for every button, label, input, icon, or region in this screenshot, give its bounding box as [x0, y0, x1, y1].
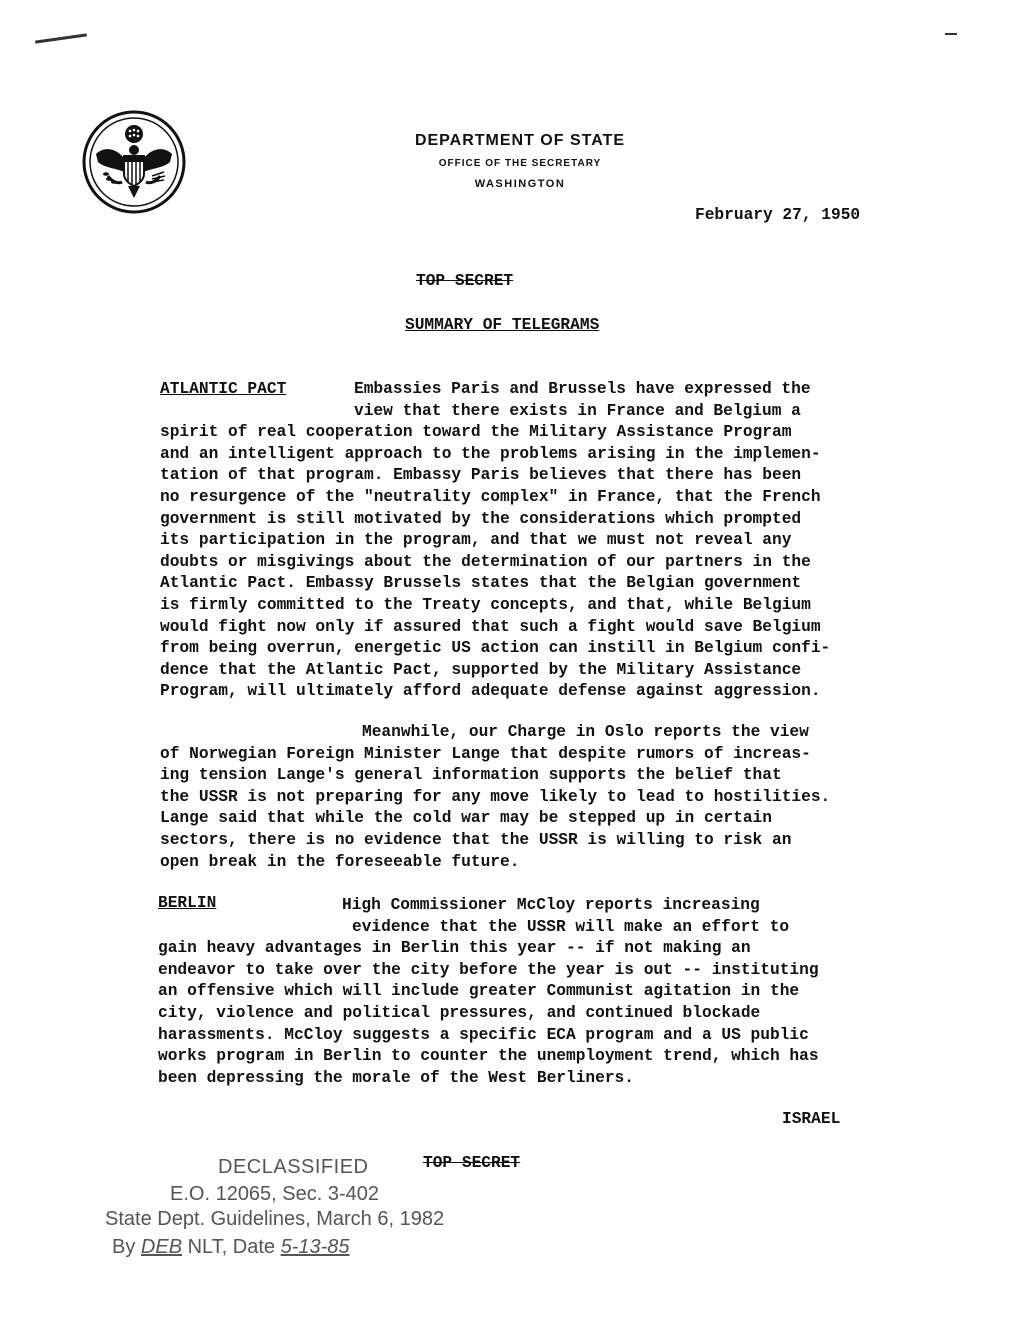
text-line: government is still motivated by the considerations which prompted — [160, 509, 802, 528]
text-line: endeavor to take over the city before the year is out -- instituting — [158, 960, 819, 979]
text-line: Lange said that while the cold war may be stepped up in certain — [160, 809, 772, 828]
text-line: High Commissioner McCloy reports increasing — [342, 896, 760, 914]
paragraph-atlantic-2 — [160, 722, 920, 873]
text-line: no resurgence of the "neutrality complex" in France, that the French — [160, 487, 821, 506]
text-line: sectors, there is no evidence that the USSR is willing to risk an — [160, 830, 792, 849]
text-line: been depressing the morale of the West Berliners. — [158, 1068, 634, 1087]
by-value: DEB — [140, 1236, 183, 1258]
letterhead — [380, 130, 660, 194]
text-line: from being overrun, energetic US action can instill in Belgium confi- — [160, 639, 831, 658]
text-line: works program in Berlin to counter the unemployment trend, which has — [158, 1047, 819, 1066]
declassified-stamp-guidelines: State Dept. Guidelines, March 6, 1982 — [105, 1208, 445, 1230]
text-line: an offensive which will include greater Communist agitation in the — [158, 982, 800, 1001]
nlt-label: NLT, Date — [187, 1236, 276, 1258]
text-line: view that there exists in France and Belgium a — [354, 401, 801, 420]
paragraph-atlantic-1 — [160, 379, 920, 703]
date-value: 5-13-85 — [280, 1236, 350, 1258]
text-line: is firmly committed to the Treaty concepts, and that, while Belgium — [160, 595, 811, 614]
section-heading-atlantic-pact: ATLANTIC PACT — [160, 380, 287, 398]
paragraph-berlin-1 — [158, 895, 918, 1089]
text-line: Atlantic Pact. Embassy Brussels states that the Belgian government — [160, 574, 802, 593]
text-line: doubts or misgivings about the determination of our partners in the — [160, 552, 811, 571]
office-name: OFFICE OF THE SECRETARY — [438, 158, 602, 169]
declassified-stamp-authority: E.O. 12065, Sec. 3-402 — [170, 1183, 380, 1205]
text-line: the USSR is not preparing for any move likely to lead to hostilities. — [160, 787, 831, 806]
text-line: of Norwegian Foreign Minister Lange that despite rumors of increas- — [160, 744, 811, 763]
text-line: gain heavy advantages in Berlin this year -- if not making an — [158, 939, 751, 958]
text-line: spirit of real cooperation toward the Military Assistance Program — [160, 423, 792, 442]
signature: ISRAEL — [782, 1110, 841, 1128]
classification-top: TOP SECRET — [416, 272, 514, 290]
text-line: evidence that the USSR will make an effort to — [352, 917, 790, 936]
text-line: city, violence and political pressures, and continued blockade — [158, 1003, 761, 1022]
by-label: By — [112, 1236, 136, 1258]
text-line: tation of that program. Embassy Paris believes that there has been — [160, 466, 802, 485]
text-line: would fight now only if assured that such a fight would save Belgium — [160, 617, 821, 636]
text-line: Embassies Paris and Brussels have expressed the — [354, 380, 811, 398]
text-line: dence that the Atlantic Pact, supported by the Military Assistance — [160, 660, 802, 679]
classification-bottom: TOP SECRET — [423, 1154, 521, 1172]
section-heading-berlin: BERLIN — [158, 894, 217, 912]
declassified-stamp-title: DECLASSIFIED — [218, 1156, 369, 1178]
city-name: WASHINGTON — [474, 178, 566, 190]
document-date: February 27, 1950 — [695, 206, 861, 224]
text-line: open break in the foreseeable future. — [160, 852, 520, 871]
text-line: Program, will ultimately afford adequate defense against aggression. — [160, 682, 821, 701]
page-title: SUMMARY OF TELEGRAMS — [405, 316, 600, 334]
scan-mark-top-right — [945, 33, 957, 35]
text-line: Meanwhile, our Charge in Oslo reports the view — [362, 723, 809, 741]
scan-mark-top-left — [35, 33, 87, 43]
text-line: ing tension Lange's general information supports the belief that — [160, 766, 782, 785]
text-line: harassments. McCloy suggests a specific ECA program and a US public — [158, 1025, 809, 1044]
great-seal-icon — [82, 110, 186, 214]
text-line: and an intelligent approach to the problems arising in the implemen- — [160, 444, 821, 463]
department-name: DEPARTMENT OF STATE — [414, 132, 626, 149]
declassified-stamp-signoff — [112, 1236, 350, 1259]
text-line: its participation in the program, and that we must not reveal any — [160, 531, 792, 550]
